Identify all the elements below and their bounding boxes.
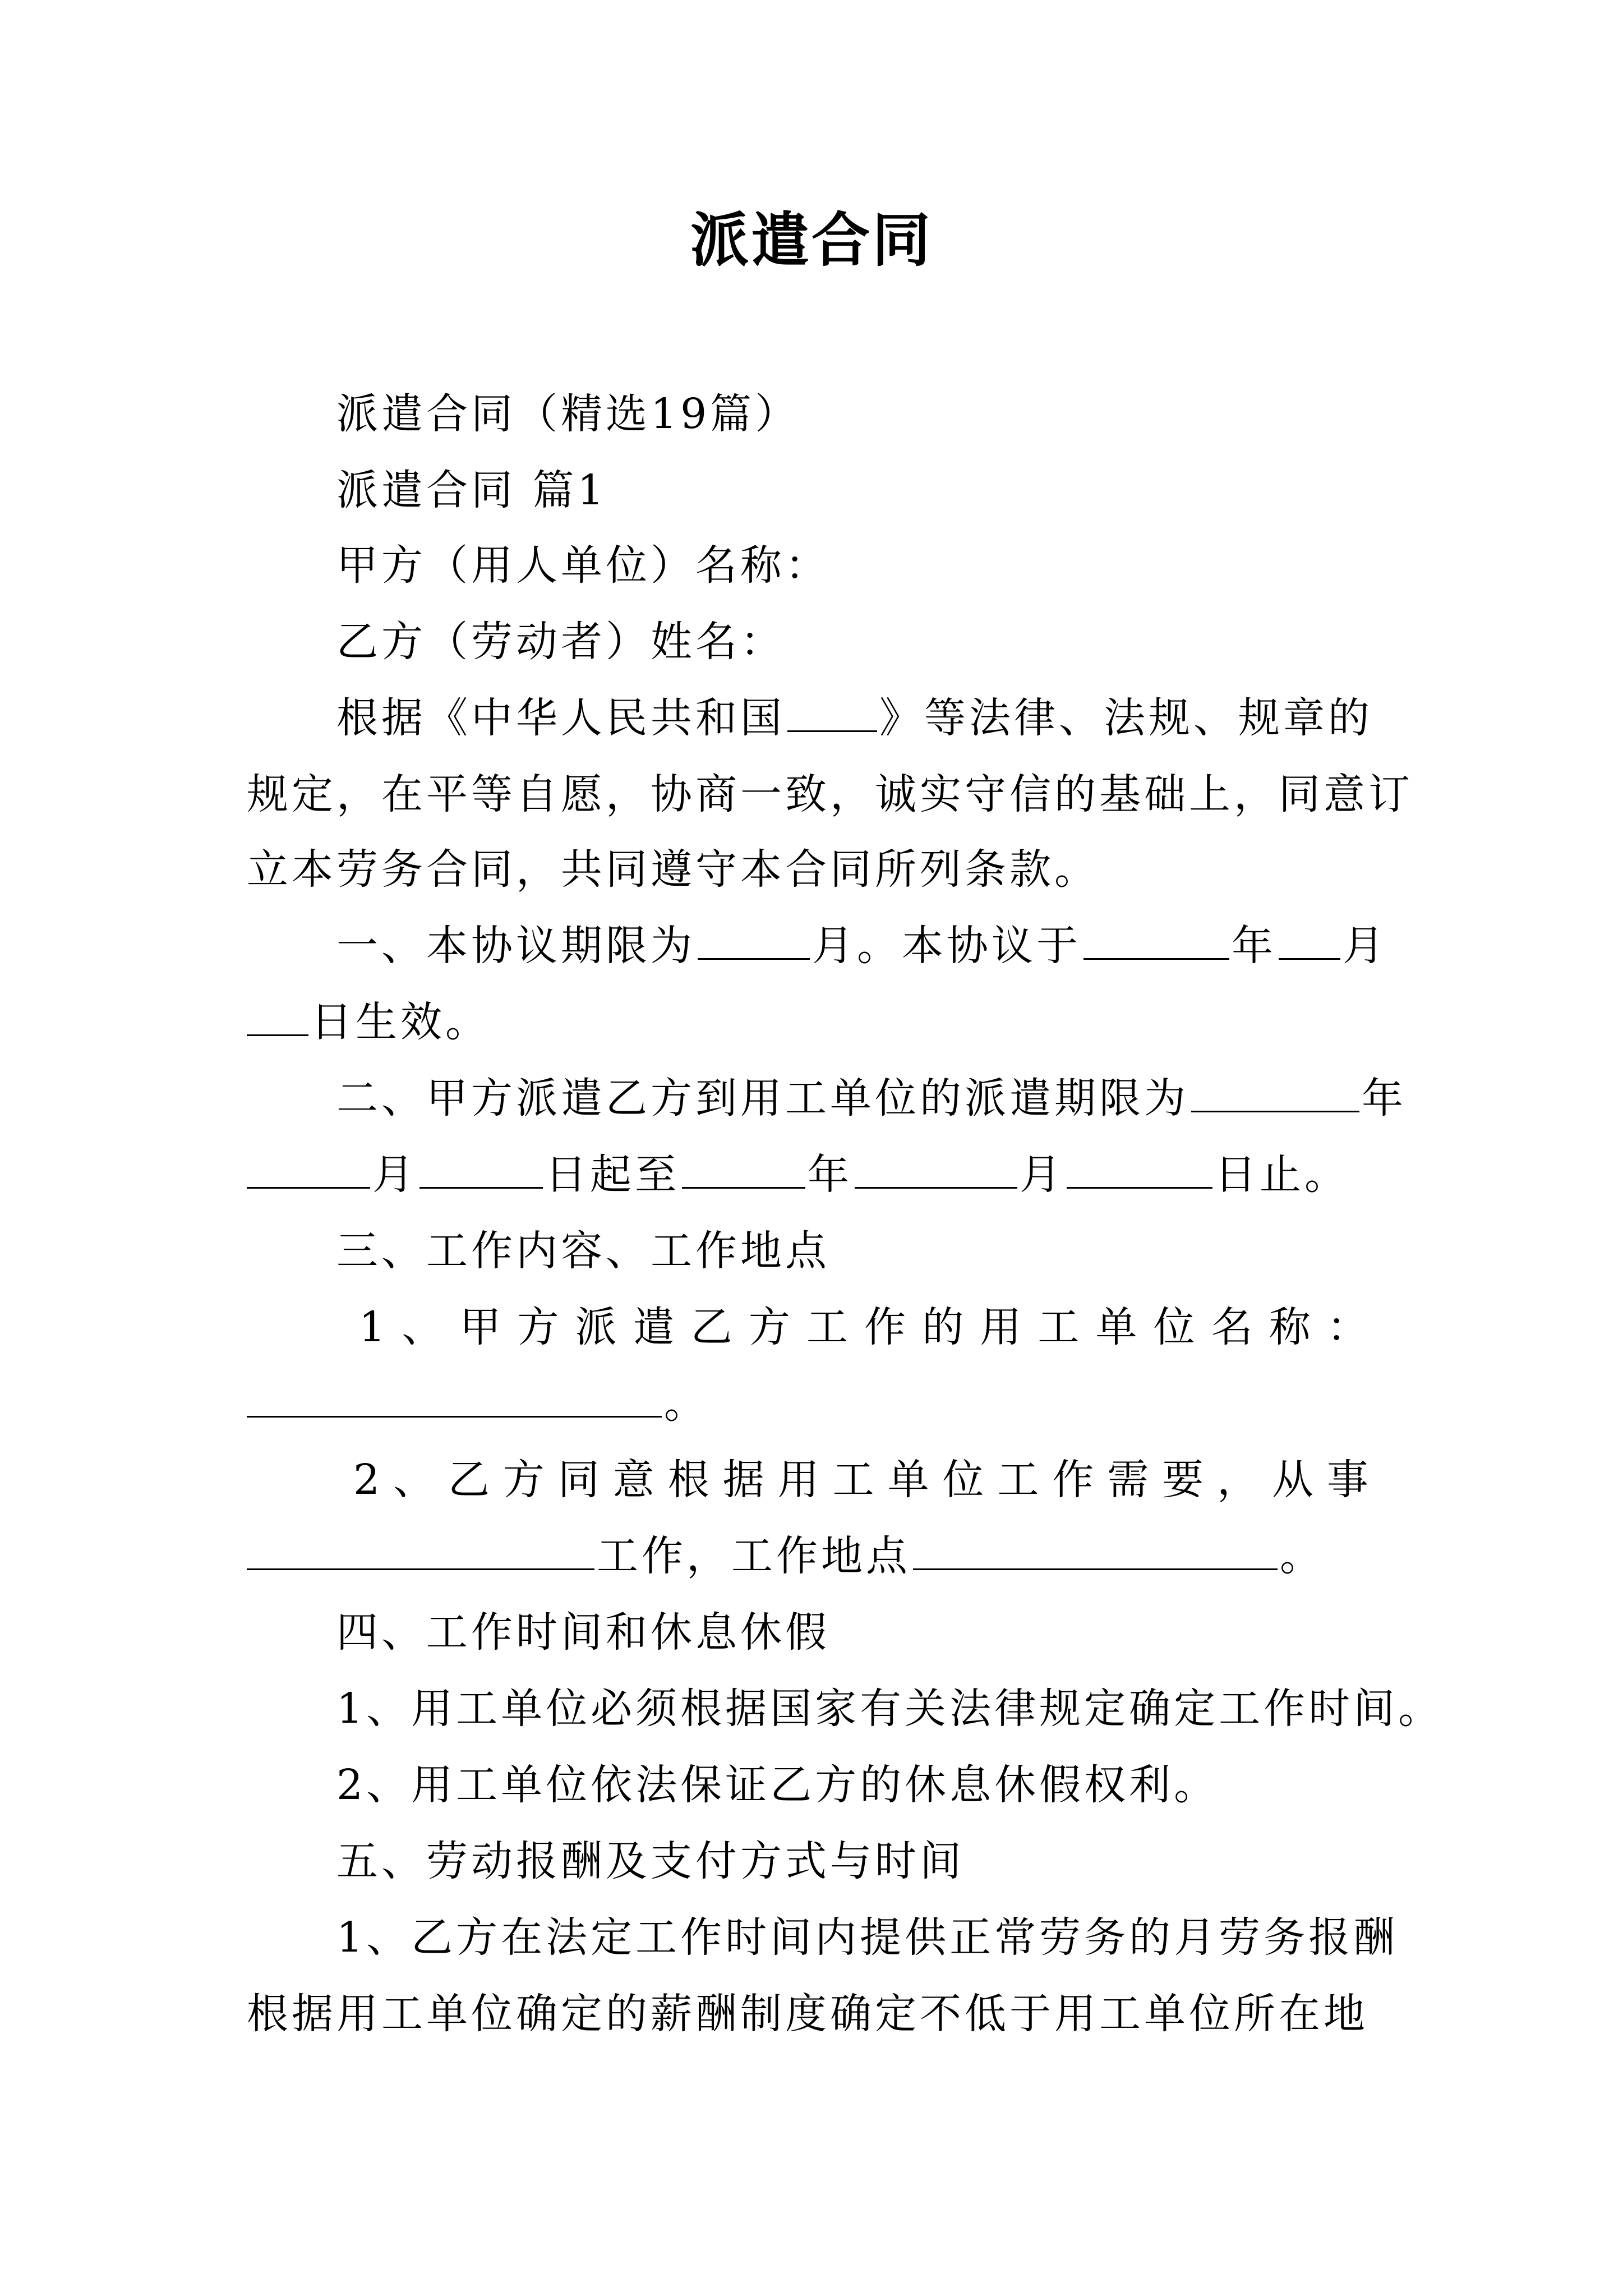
clause-3-item-2-char: ， bbox=[1217, 1456, 1259, 1504]
clause-3-item-1-char: 遣 bbox=[633, 1303, 675, 1351]
clause-3-item-1-char: 乙 bbox=[690, 1303, 732, 1351]
clause-1-line-2 bbox=[247, 994, 490, 1050]
clause-2-text-c: 月 bbox=[372, 1151, 417, 1199]
clause-3-item-1-char: 用 bbox=[980, 1303, 1022, 1351]
clause-2-text-d: 日起至 bbox=[545, 1151, 680, 1199]
clause-2-text-e: 年 bbox=[808, 1151, 852, 1199]
clause-2-text-a: 二、甲方派遣乙方到用工单位的派遣期限为 bbox=[336, 1074, 1189, 1122]
clause-5-heading: 五、劳动报酬及支付方式与时间 bbox=[336, 1837, 965, 1885]
clause-3-item-1-char: 工 bbox=[806, 1303, 848, 1351]
clause-5-item-1-line-1: 1、乙方在法定工作时间内提供正常劳务的月劳务报酬 bbox=[336, 1913, 1399, 1962]
clause-3-item-1-char: 、 bbox=[402, 1303, 444, 1351]
clause-3-item-2-char: 单 bbox=[887, 1456, 929, 1504]
clause-3-item-1-char: 甲 bbox=[459, 1303, 501, 1351]
clause-5-item-1-line-2: 根据用工单位确定的薪酬制度确定不低于用工单位所在地 bbox=[247, 1990, 1368, 2038]
clause-3-item-1-char: 称 bbox=[1269, 1303, 1311, 1351]
law-name-blank bbox=[787, 696, 877, 732]
clause-2-text-f: 月 bbox=[1020, 1151, 1064, 1199]
clause-3-item-2-char: 事 bbox=[1326, 1456, 1368, 1504]
document-title: 派遣合同 bbox=[690, 205, 933, 274]
clause-2-text-b: 年 bbox=[1362, 1074, 1407, 1122]
clause-1-line-1 bbox=[336, 918, 1387, 974]
job-type-blank bbox=[247, 1534, 594, 1570]
dispatch-end-month-blank bbox=[855, 1152, 1017, 1189]
basis-line-1 bbox=[336, 690, 1373, 746]
party-a-line: 甲方（用人单位）名称： bbox=[336, 541, 830, 590]
clause-2-text-g: 日止。 bbox=[1215, 1151, 1349, 1199]
clause-3-item-2-char: 据 bbox=[722, 1456, 764, 1504]
clause-3-item-2-char: 工 bbox=[832, 1456, 874, 1504]
dispatch-start-year-blank bbox=[1191, 1076, 1359, 1112]
clause-3-item-2-char: 乙 bbox=[448, 1456, 490, 1504]
clause-3-item-2-char: 需 bbox=[1107, 1456, 1149, 1504]
clause-3-item-2-line-1 bbox=[353, 1452, 1368, 1508]
term-months-blank bbox=[698, 923, 810, 960]
clause-2-line-1 bbox=[336, 1070, 1407, 1126]
start-day-blank bbox=[247, 1000, 308, 1036]
dispatch-end-day-blank bbox=[1067, 1152, 1212, 1189]
clause-3-heading: 三、工作内容、工作地点 bbox=[336, 1227, 830, 1275]
clause-3-item-1-char: 单 bbox=[1095, 1303, 1137, 1351]
basis-line-2: 规定，在平等自愿，协商一致，诚实守信的基础上，同意订 bbox=[247, 770, 1413, 818]
clause-3-item-1-line-2 bbox=[247, 1375, 709, 1432]
clause-3-item-1-char: 位 bbox=[1153, 1303, 1195, 1351]
dispatch-start-day-blank bbox=[419, 1152, 543, 1189]
clause-3-item-1-end: 。 bbox=[664, 1379, 709, 1428]
dispatch-end-year-blank bbox=[682, 1152, 805, 1189]
clause-3-item-1-char: 派 bbox=[575, 1303, 617, 1351]
clause-1-text-d: 月 bbox=[1343, 922, 1387, 970]
clause-3-item-2-text-b: 工作，工作地点 bbox=[597, 1532, 911, 1580]
clause-3-item-1-char: 作 bbox=[864, 1303, 906, 1351]
clause-3-item-1-line-1 bbox=[359, 1299, 1368, 1355]
clause-3-item-2-char: 意 bbox=[612, 1456, 654, 1504]
clause-3-item-2-line-2 bbox=[247, 1528, 1325, 1584]
employer-unit-name-blank bbox=[247, 1381, 662, 1418]
clause-1-text-a: 一、本协议期限为 bbox=[336, 922, 695, 970]
clause-3-item-1-char: 的 bbox=[922, 1303, 964, 1351]
section-heading: 派遣合同 篇1 bbox=[336, 466, 607, 514]
clause-3-item-2-char: 要 bbox=[1162, 1456, 1204, 1504]
work-location-blank bbox=[913, 1534, 1278, 1570]
start-year-blank bbox=[1083, 923, 1229, 960]
clause-3-item-2-char: 同 bbox=[557, 1456, 600, 1504]
document-subtitle: 派遣合同（精选19篇） bbox=[336, 390, 800, 438]
clause-3-item-2-char: 工 bbox=[997, 1456, 1039, 1504]
dispatch-start-month-blank bbox=[247, 1152, 370, 1189]
clause-3-item-2-char: 用 bbox=[777, 1456, 819, 1504]
clause-3-item-1-char: 方 bbox=[748, 1303, 790, 1351]
clause-3-item-2-char: 方 bbox=[502, 1456, 545, 1504]
clause-4-heading: 四、工作时间和休息休假 bbox=[336, 1608, 830, 1657]
clause-3-item-2-char: 根 bbox=[667, 1456, 709, 1504]
clause-4-item-1: 1、用工单位必须根据国家有关法律规定确定工作时间。 bbox=[336, 1685, 1444, 1733]
basis-text-a: 根据《中华人民共和国 bbox=[336, 694, 785, 742]
clause-2-line-2 bbox=[247, 1147, 1349, 1203]
start-month-blank bbox=[1279, 923, 1340, 960]
party-b-line: 乙方（劳动者）姓名： bbox=[336, 618, 785, 666]
clause-3-item-1-char: 工 bbox=[1038, 1303, 1080, 1351]
clause-1-text-c: 年 bbox=[1232, 922, 1276, 970]
clause-3-item-1-char: ： bbox=[1326, 1303, 1368, 1351]
clause-3-item-2-end: 。 bbox=[1280, 1532, 1325, 1580]
clause-1-text-e: 日生效。 bbox=[311, 998, 490, 1046]
basis-line-3: 立本劳务合同，共同遵守本合同所列条款。 bbox=[247, 845, 1099, 894]
clause-3-item-1-char: 1 bbox=[359, 1303, 386, 1351]
clause-3-item-1-char: 名 bbox=[1211, 1303, 1253, 1351]
clause-3-item-2-char: 、 bbox=[393, 1456, 435, 1504]
clause-1-text-b: 月。本协议于 bbox=[812, 922, 1081, 970]
clause-3-item-2-char: 2 bbox=[353, 1456, 380, 1504]
clause-3-item-2-char: 作 bbox=[1052, 1456, 1094, 1504]
clause-3-item-2-char: 从 bbox=[1272, 1456, 1314, 1504]
clause-3-item-1-char: 方 bbox=[517, 1303, 559, 1351]
basis-text-b: 》等法律、法规、规章的 bbox=[879, 694, 1373, 742]
clause-3-item-2-char: 位 bbox=[942, 1456, 984, 1504]
clause-4-item-2: 2、用工单位依法保证乙方的休息休假权利。 bbox=[336, 1761, 1219, 1809]
